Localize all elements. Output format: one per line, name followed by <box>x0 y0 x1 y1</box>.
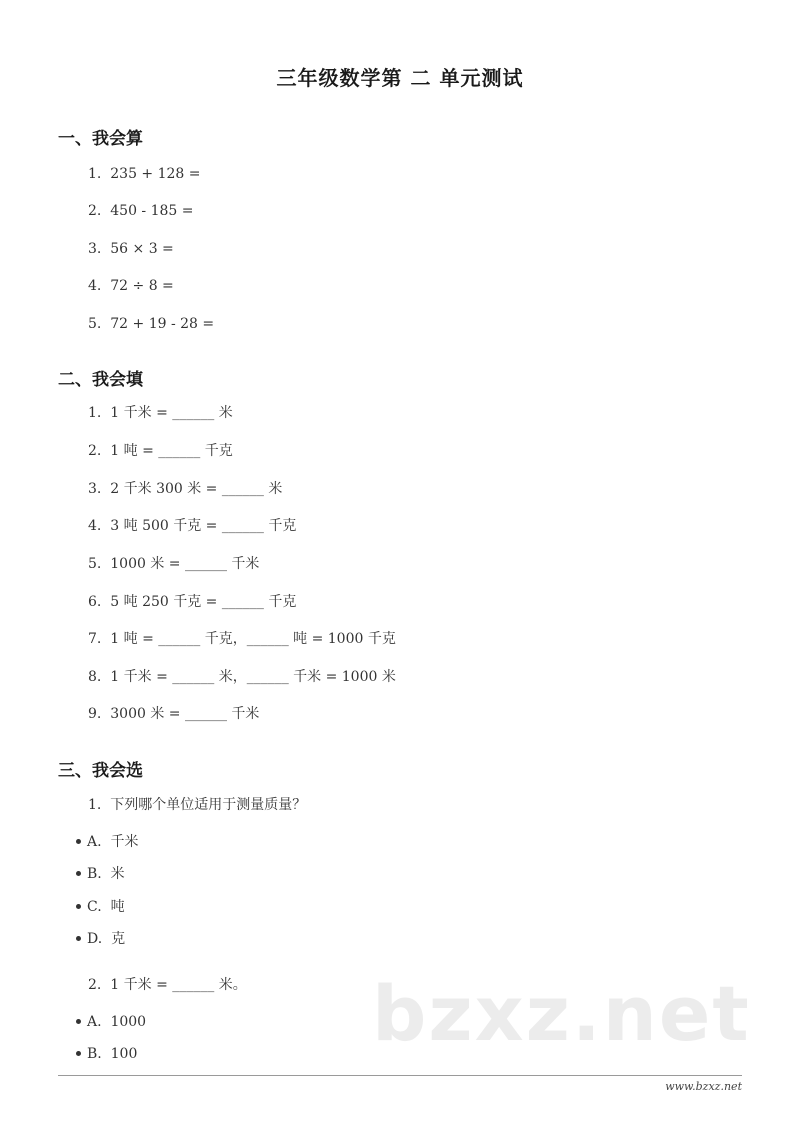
calc-item-2: 2. 450 - 185 = <box>88 203 194 219</box>
calc-item-1: 1. 235 + 128 = <box>88 166 201 182</box>
choice-q1-option-c <box>76 897 125 917</box>
choice-q2-option-a <box>76 1012 146 1032</box>
bullet-icon <box>76 936 81 941</box>
fill-item-3: 3. 2 千米 300 米 = ______ 米 <box>88 481 283 497</box>
fill-item-6: 6. 5 吨 250 千克 = ______ 千克 <box>88 594 297 610</box>
section-heading-choose: 三、我会选 <box>58 761 143 781</box>
choice-q1-option-a <box>76 832 138 852</box>
bullet-icon <box>76 1019 81 1024</box>
choice-q2-option-b <box>76 1044 137 1064</box>
option-label: B. 100 <box>87 1046 138 1062</box>
section-heading-calculate: 一、我会算 <box>58 129 143 149</box>
fill-item-2: 2. 1 吨 = ______ 千克 <box>88 443 233 459</box>
calc-item-4: 4. 72 ÷ 8 = <box>88 278 174 294</box>
option-label: D. 克 <box>87 931 126 947</box>
fill-item-8: 8. 1 千米 = ______ 米，______ 千米 = 1000 米 <box>88 669 396 685</box>
calc-item-3: 3. 56 × 3 = <box>88 241 174 257</box>
fill-item-4: 4. 3 吨 500 千克 = ______ 千克 <box>88 518 297 534</box>
fill-item-7: 7. 1 吨 = ______ 千克，______ 吨 = 1000 千克 <box>88 631 396 647</box>
bullet-icon <box>76 839 81 844</box>
choice-q1-option-b <box>76 864 125 884</box>
option-label: C. 吨 <box>87 899 125 915</box>
choice-q1-option-d <box>76 929 125 949</box>
bullet-icon <box>76 904 81 909</box>
calc-item-5: 5. 72 + 19 - 28 = <box>88 316 215 332</box>
fill-item-5: 5. 1000 米 = ______ 千米 <box>88 556 260 572</box>
option-label: B. 米 <box>87 866 125 882</box>
choice-question-1: 1. 下列哪个单位适用于测量质量？ <box>88 797 307 813</box>
section-heading-fill: 二、我会填 <box>58 370 143 390</box>
option-label: A. 千米 <box>87 834 139 850</box>
page-title: 三年级数学第 二 单元测试 <box>276 66 524 90</box>
option-label: A. 1000 <box>87 1014 147 1030</box>
fill-item-9: 9. 3000 米 = ______ 千米 <box>88 706 260 722</box>
footer-url: www.bzxz.net <box>665 1080 742 1093</box>
choice-question-2: 2. 1 千米 = ______ 米。 <box>88 977 247 993</box>
watermark: bzxz.net <box>372 969 751 1058</box>
footer-divider <box>58 1075 742 1076</box>
fill-item-1: 1. 1 千米 = ______ 米 <box>88 405 233 421</box>
bullet-icon <box>76 1051 81 1056</box>
bullet-icon <box>76 871 81 876</box>
